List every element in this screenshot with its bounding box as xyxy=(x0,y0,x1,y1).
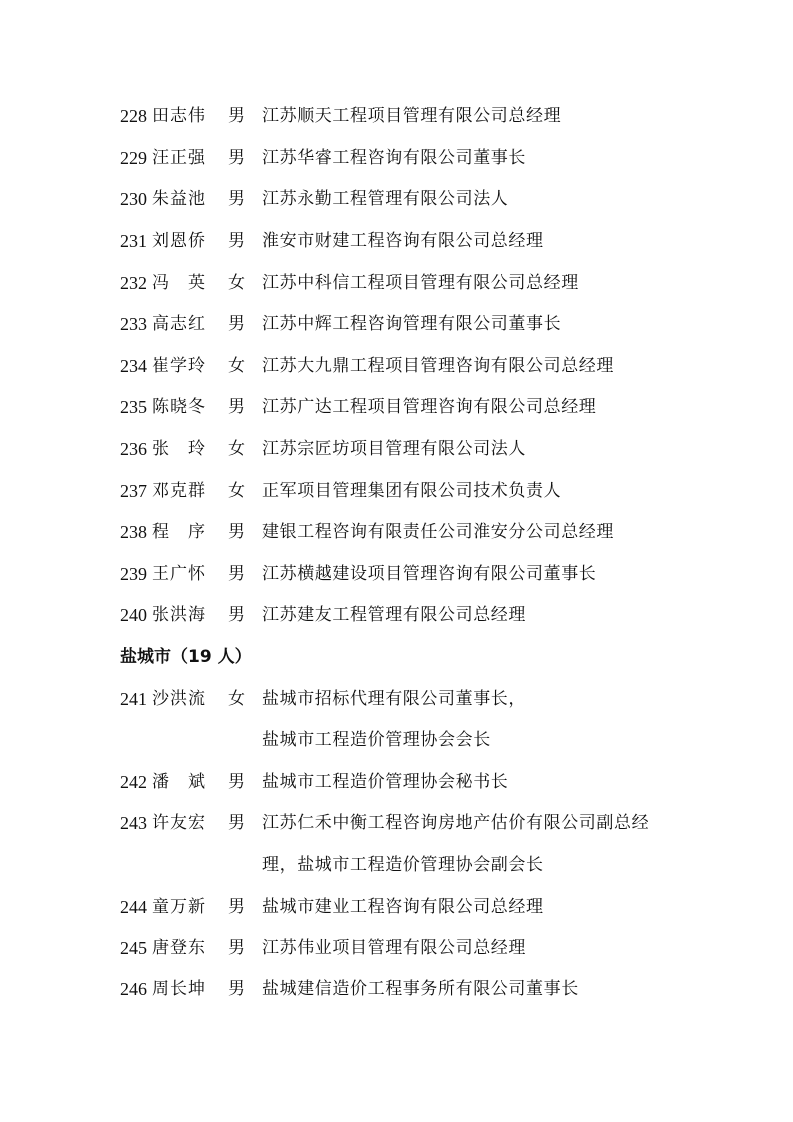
entry-gender: 女 xyxy=(228,439,245,459)
list-item xyxy=(0,351,793,381)
list-item xyxy=(0,600,793,630)
entry-number: 236 xyxy=(120,439,147,459)
entry-title: 江苏建友工程管理有限公司总经理 xyxy=(262,605,526,625)
list-item xyxy=(0,767,793,797)
list-item xyxy=(0,684,793,714)
entry-number: 238 xyxy=(120,522,147,542)
list-item xyxy=(0,808,793,838)
entry-gender: 男 xyxy=(228,772,245,792)
entry-gender: 男 xyxy=(228,314,245,334)
entry-gender: 男 xyxy=(228,148,245,168)
entry-title: 盐城市招标代理有限公司董事长， xyxy=(262,689,526,709)
list-item xyxy=(0,143,793,173)
entry-name: 田志伟 xyxy=(152,106,206,126)
entry-title: 江苏横越建设项目管理咨询有限公司董事长 xyxy=(262,564,597,584)
entry-number: 241 xyxy=(120,689,147,709)
entry-gender: 男 xyxy=(228,397,245,417)
entry-gender: 男 xyxy=(228,897,245,917)
entry-name: 朱益池 xyxy=(152,189,206,209)
entry-title: 江苏大九鼎工程项目管理咨询有限公司总经理 xyxy=(262,356,614,376)
entry-title: 盐城市工程造价管理协会秘书长 xyxy=(262,772,509,792)
entry-name: 高志红 xyxy=(152,314,206,334)
entry-name: 王广怀 xyxy=(152,564,206,584)
entry-number: 233 xyxy=(120,314,147,334)
list-item xyxy=(0,476,793,506)
entry-name: 汪正强 xyxy=(152,148,206,168)
entry-gender: 男 xyxy=(228,813,245,833)
entry-title: 江苏广达工程项目管理咨询有限公司总经理 xyxy=(262,397,597,417)
entry-title: 江苏宗匠坊项目管理有限公司法人 xyxy=(262,439,526,459)
entry-number: 230 xyxy=(120,189,147,209)
entry-title: 江苏中辉工程咨询管理有限公司董事长 xyxy=(262,314,562,334)
list-item xyxy=(0,268,793,298)
list-item-continuation xyxy=(0,850,793,880)
entry-title: 江苏中科信工程项目管理有限公司总经理 xyxy=(262,273,579,293)
entry-title: 盐城市建业工程咨询有限公司总经理 xyxy=(262,897,544,917)
entry-name: 张洪海 xyxy=(152,605,206,625)
entry-title-continuation: 盐城市工程造价管理协会会长 xyxy=(262,730,491,750)
entry-gender: 男 xyxy=(228,189,245,209)
entry-name: 唐登东 xyxy=(152,938,206,958)
entry-title: 建银工程咨询有限责任公司淮安分公司总经理 xyxy=(262,522,614,542)
entry-name: 周长坤 xyxy=(152,979,206,999)
list-item xyxy=(0,517,793,547)
list-item xyxy=(0,101,793,131)
entry-number: 240 xyxy=(120,605,147,625)
entry-number: 235 xyxy=(120,397,147,417)
entry-name: 崔学玲 xyxy=(152,356,206,376)
entry-number: 245 xyxy=(120,938,147,958)
entry-gender: 女 xyxy=(228,689,245,709)
entry-name: 陈晓冬 xyxy=(152,397,206,417)
list-item xyxy=(0,892,793,922)
section-heading: 盐城市（19 人） xyxy=(120,647,252,667)
entry-number: 243 xyxy=(120,813,147,833)
entry-gender: 男 xyxy=(228,231,245,251)
entry-number: 239 xyxy=(120,564,147,584)
entry-number: 228 xyxy=(120,106,147,126)
entry-number: 244 xyxy=(120,897,147,917)
entry-gender: 男 xyxy=(228,564,245,584)
entry-number: 232 xyxy=(120,273,147,293)
list-item-continuation xyxy=(0,725,793,755)
list-item xyxy=(0,309,793,339)
list-item xyxy=(0,392,793,422)
entry-name: 沙洪流 xyxy=(152,689,206,709)
entry-name: 邓克群 xyxy=(152,481,206,501)
entry-title: 正军项目管理集团有限公司技术负责人 xyxy=(262,481,562,501)
entry-gender: 男 xyxy=(228,979,245,999)
entry-title: 江苏伟业项目管理有限公司总经理 xyxy=(262,938,526,958)
entry-title-continuation: 理，盐城市工程造价管理协会副会长 xyxy=(262,855,544,875)
entry-title: 江苏永勤工程管理有限公司法人 xyxy=(262,189,509,209)
entry-name: 童万新 xyxy=(152,897,206,917)
list-item xyxy=(0,559,793,589)
entry-gender: 男 xyxy=(228,106,245,126)
list-item xyxy=(0,184,793,214)
entry-gender: 女 xyxy=(228,481,245,501)
list-item xyxy=(0,434,793,464)
entry-name: 冯 英 xyxy=(152,273,206,293)
list-item xyxy=(0,933,793,963)
entry-title: 淮安市财建工程咨询有限公司总经理 xyxy=(262,231,544,251)
entry-number: 237 xyxy=(120,481,147,501)
entry-gender: 男 xyxy=(228,605,245,625)
entry-title: 江苏顺天工程项目管理有限公司总经理 xyxy=(262,106,562,126)
entry-name: 程 序 xyxy=(152,522,206,542)
entry-number: 242 xyxy=(120,772,147,792)
entry-number: 234 xyxy=(120,356,147,376)
entry-title: 江苏华睿工程咨询有限公司董事长 xyxy=(262,148,526,168)
entry-number: 246 xyxy=(120,979,147,999)
entry-gender: 女 xyxy=(228,356,245,376)
entry-number: 229 xyxy=(120,148,147,168)
entry-title: 盐城建信造价工程事务所有限公司董事长 xyxy=(262,979,579,999)
entry-name: 许友宏 xyxy=(152,813,206,833)
entry-title: 江苏仁禾中衡工程咨询房地产估价有限公司副总经 xyxy=(262,813,650,833)
list-item xyxy=(0,974,793,1004)
entry-gender: 男 xyxy=(228,938,245,958)
entry-name: 刘恩侨 xyxy=(152,231,206,251)
entry-name: 潘 斌 xyxy=(152,772,206,792)
entry-gender: 男 xyxy=(228,522,245,542)
list-item xyxy=(0,226,793,256)
entry-gender: 女 xyxy=(228,273,245,293)
entry-number: 231 xyxy=(120,231,147,251)
entry-name: 张 玲 xyxy=(152,439,206,459)
